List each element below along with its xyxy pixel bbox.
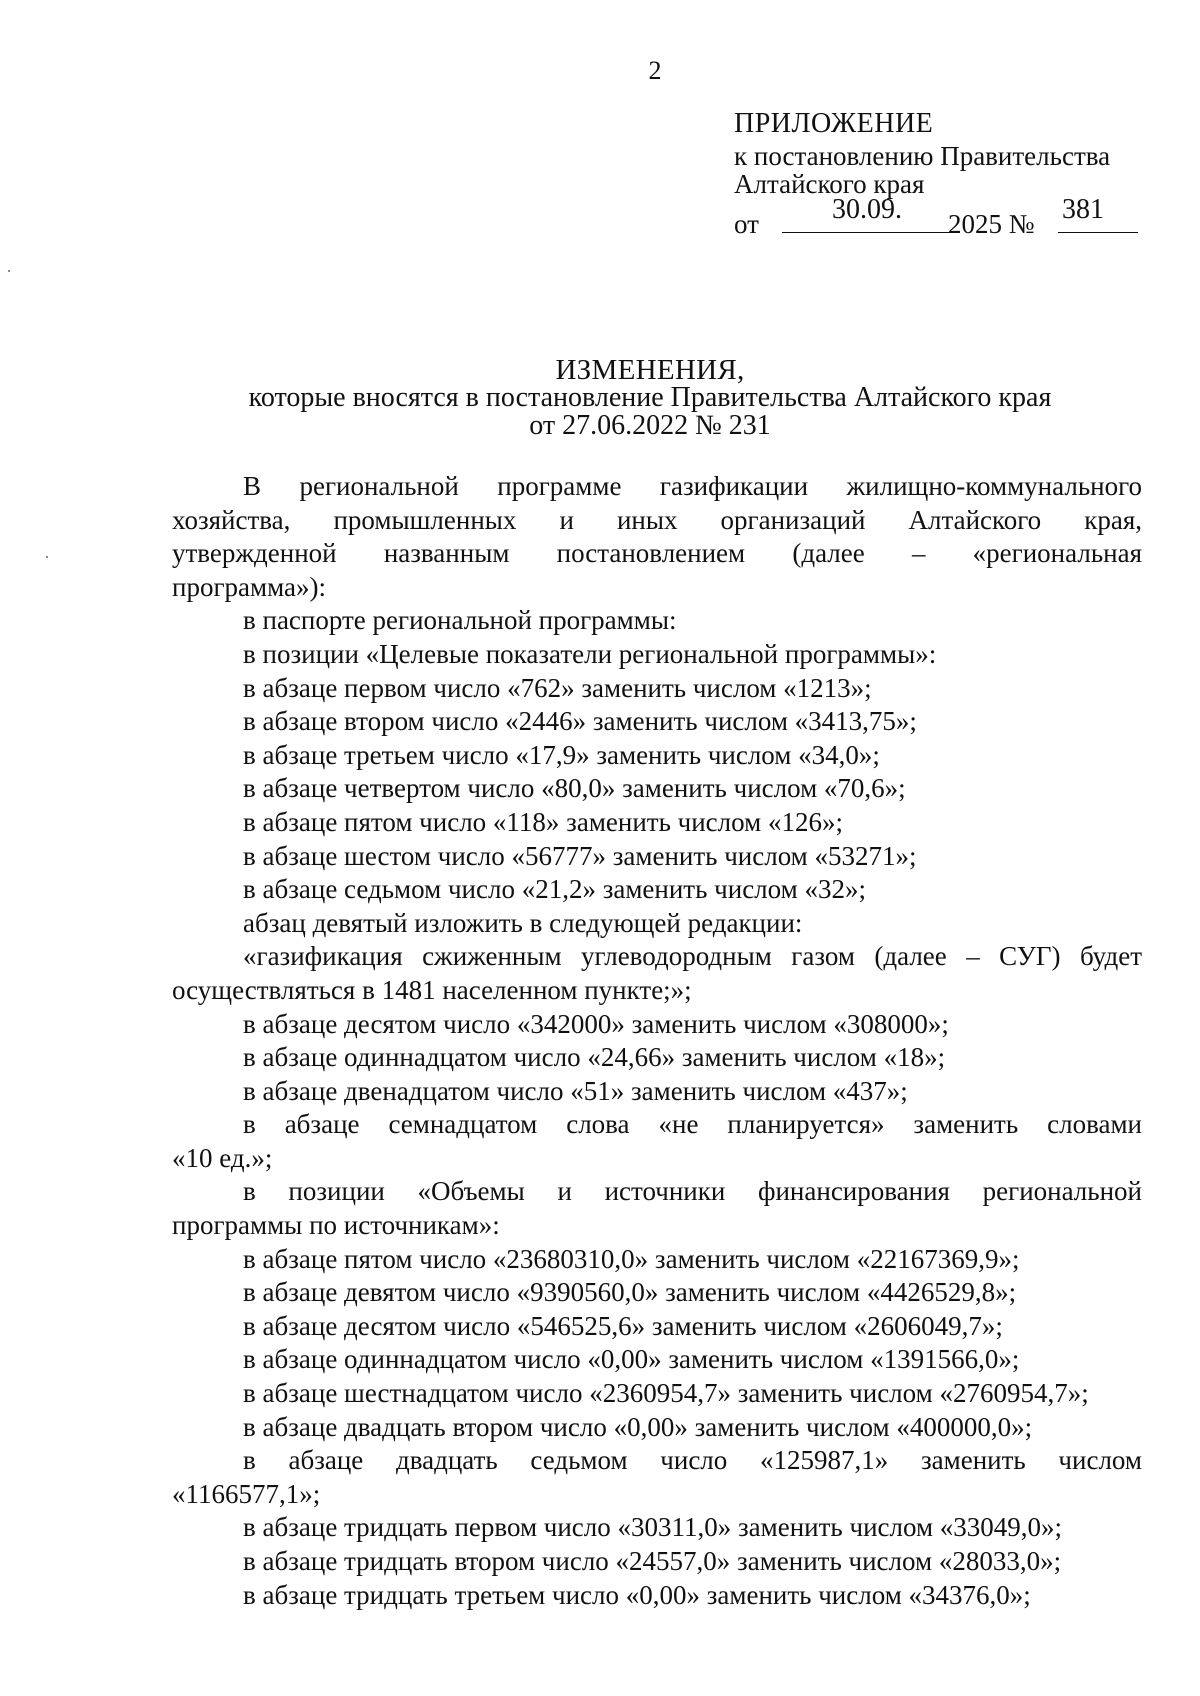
list-item: в абзаце тридцать третьем число «0,00» заменить числом «34376,0»; [243,1579,1031,1610]
paragraph-line: в позиции «Объемы и источники финансирования региональной [243,1176,1142,1207]
intro-line: хозяйства, промышленных и иных организаций Алтайского края, [172,504,1142,535]
list-item: в абзаце шестнадцатом число «2360954,7» заменить числом «2760954,7»; [243,1378,1089,1409]
list-item: в абзаце десятом число «342000» заменить числом «308000»; [243,1008,949,1039]
intro-line: В региональной программе газификации жилищно-коммунального [243,471,1142,501]
appendix-title: ПРИЛОЖЕНИЕ [734,108,934,139]
document-body [172,470,1142,1612]
list-item: в абзаце девятом число «9390560,0» заменить числом «4426529,8»; [243,1277,1017,1308]
list-item: в абзаце десятом число «546525,6» заменить числом «2606049,7»; [243,1310,1003,1341]
list-item: в абзаце тридцать втором число «24557,0» заменить числом «28033,0»; [243,1546,1062,1576]
order-year: 2025 № [948,209,1035,239]
list-item: в абзаце тридцать первом число «30311,0» заменить числом «33049,0»; [243,1512,1063,1543]
order-number: 381 [1062,194,1104,225]
from-label: от [734,209,759,239]
list-item: в абзаце пятом число «118» заменить числом «126»; [243,806,843,837]
list-item: в абзаце одиннадцатом число «24,66» заменить числом «18»; [243,1042,946,1073]
list-item: в абзаце двенадцатом число «51» заменить числом «437»; [243,1075,908,1106]
list-item: в абзаце первом число «762» заменить числом «1213»; [243,672,872,703]
intro-line: программа»): [172,571,326,602]
paragraph-line: «10 ед.»; [172,1142,273,1173]
appendix-line-1: к постановлению Правительства [734,141,1111,171]
paragraph-line: в абзаце двадцать седьмом число «125987,1» заменить числом [243,1445,1142,1476]
appendix-line-2: Алтайского края [734,169,925,199]
heading-line-2: от 27.06.2022 № 231 [529,410,771,441]
document-heading [170,356,1130,440]
list-item: в абзаце четвертом число «80,0» заменить числом «70,6»; [243,773,906,804]
heading-title: ИЗМЕНЕНИЯ, [555,354,745,386]
scan-dot [46,556,48,558]
list-item: в абзаце третьем число «17,9» заменить числом «34,0»; [243,739,880,770]
paragraph-line: «1166577,1»; [172,1478,321,1509]
heading-line-1: которые вносятся в постановление Правительства Алтайского края [248,382,1052,413]
list-item: в паспорте региональной программы: [243,605,677,636]
list-item: в позиции «Целевые показатели региональной программы»: [243,638,937,669]
paragraph-line: в абзаце семнадцатом слова «не планируется» заменить словами [243,1109,1142,1140]
list-item: в абзаце пятом число «23680310,0» заменить числом «22167369,9»; [243,1243,1020,1274]
date-field [782,194,950,233]
list-item: в абзаце седьмом число «21,2» заменить числом «32»; [243,874,866,905]
list-item: в абзаце втором число «2446» заменить числом «3413,75»; [243,706,917,737]
list-item: в абзаце одиннадцатом число «0,00» заменить числом «1391566,0»; [243,1344,1020,1375]
quote-line: «газификация сжиженным углеводородным газом (далее – СУГ) будет [243,941,1142,972]
scan-dot [8,270,10,272]
list-item: абзац девятый изложить в следующей редакции: [243,907,803,938]
list-item: в абзаце шестом число «56777» заменить числом «53271»; [243,840,917,871]
paragraph-line: программы по источникам»: [172,1210,500,1241]
order-date-line [734,194,1154,242]
number-field [1058,194,1138,233]
page-number: 2 [648,56,662,85]
intro-line: утвержденной названным постановлением (далее – «региональная [172,538,1142,569]
order-date: 30.09. [832,194,902,225]
list-item: в абзаце двадцать втором число «0,00» заменить числом «400000,0»; [243,1411,1033,1442]
appendix-block [734,110,1154,242]
quote-line: осуществляться в 1481 населенном пункте;»; [172,974,692,1005]
